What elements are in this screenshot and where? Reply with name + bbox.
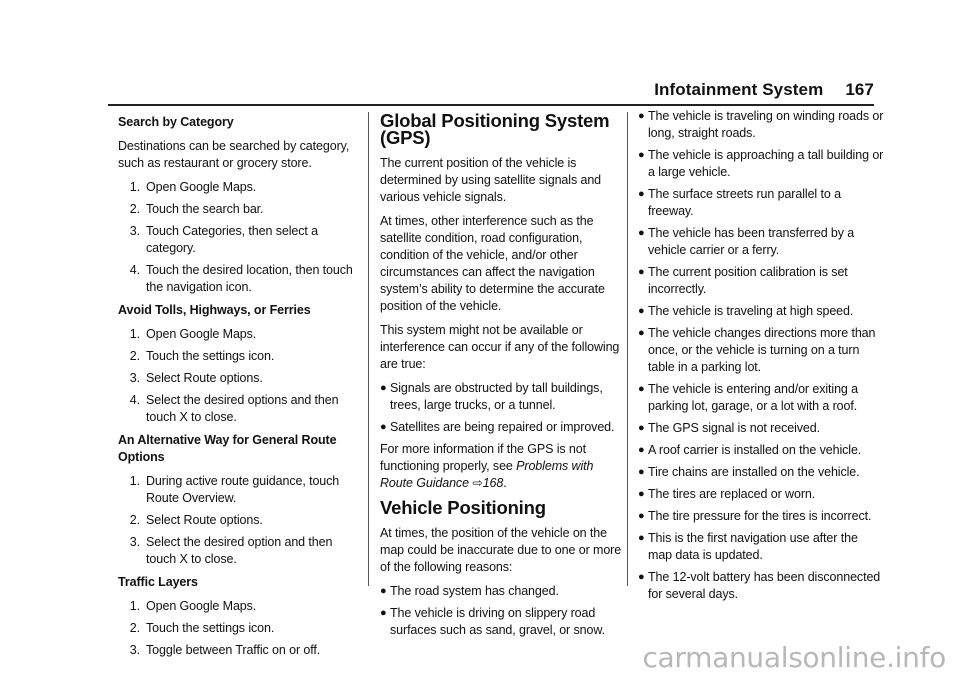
bullet-icon: ●: [380, 382, 387, 394]
column-3: [638, 108, 884, 608]
list-item: 3. Toggle between Traffic on or off.: [129, 643, 321, 657]
list-item: ● Signals are obstructed by tall buildings, trees, large trucks, or a tunnel.: [380, 381, 603, 412]
bullet-icon: ●: [638, 188, 645, 200]
list-item: ● Satellites are being repaired or improved.: [380, 420, 615, 434]
list-item: ● The vehicle is traveling on winding roads or long, straight roads.: [638, 109, 884, 140]
page-ref-arrow-icon: ⇨: [472, 476, 483, 490]
column-1: [118, 108, 364, 664]
column-divider-left: [368, 112, 369, 586]
bullet-icon: ●: [638, 266, 645, 278]
bullet-icon: ●: [638, 444, 645, 456]
list-item: 2. Select Route options.: [129, 513, 263, 527]
search-intro: Destinations can be searched by category, such as restaurant or grocery store.: [118, 139, 350, 170]
bullet-icon: ●: [380, 421, 387, 433]
alt-heading: An Alternative Way for General Route Options: [118, 433, 337, 464]
running-header: [654, 80, 874, 100]
bullet-icon: ●: [638, 149, 645, 161]
list-item: 1. During active route guidance, touch Route Overview.: [129, 474, 340, 505]
column-divider-right: [627, 112, 628, 586]
bullet-icon: ●: [638, 466, 645, 478]
list-item: ● The vehicle is approaching a tall building or a large vehicle.: [638, 148, 884, 179]
gps-paragraph: At times, other interference such as the satellite condition, road configuration, condition of the vehicle, and/or other circumstances can affect the navigation system’s ability to determine the accurate position of the vehicle.: [380, 214, 605, 313]
vp-paragraph: At times, the position of the vehicle on the map could be inaccurate due to one or more of the following reasons:: [380, 526, 622, 574]
bullet-icon: ●: [638, 305, 645, 317]
list-item: 4. Touch the desired location, then touch the navigation icon.: [129, 263, 353, 294]
list-item: ● The vehicle has been transferred by a vehicle carrier or a ferry.: [638, 226, 855, 257]
bullet-icon: ●: [638, 571, 645, 583]
bullet-icon: ●: [638, 110, 645, 122]
bullet-icon: ●: [638, 532, 645, 544]
list-item: ● The vehicle is traveling at high speed.: [638, 304, 854, 318]
list-item: ● The GPS signal is not received.: [638, 421, 820, 435]
section-title: Infotainment System: [654, 80, 824, 99]
bullet-icon: ●: [638, 488, 645, 500]
traffic-heading: Traffic Layers: [118, 575, 198, 589]
search-heading: Search by Category: [118, 115, 234, 129]
bullet-icon: ●: [380, 585, 387, 597]
list-item: 2. Touch the search bar.: [129, 202, 264, 216]
list-item: 3. Touch Categories, then select a category.: [129, 224, 319, 255]
list-item: 4. Select the desired options and then touch X to close.: [129, 393, 339, 424]
list-item: 1. Open Google Maps.: [129, 327, 257, 341]
bullet-icon: ●: [638, 327, 645, 339]
page-number: 167: [845, 80, 874, 99]
bullet-icon: ●: [638, 422, 645, 434]
column-2: [380, 108, 626, 644]
gps-paragraph: This system might not be available or interference can occur if any of the following are true:: [380, 323, 620, 371]
avoid-heading: Avoid Tolls, Highways, or Ferries: [118, 303, 311, 317]
list-item: ● The road system has changed.: [380, 584, 559, 598]
gps-reference: For more information if the GPS is not functioning properly, see Problems with Route Guidance ⇨168.: [380, 442, 594, 490]
list-item: 2. Touch the settings icon.: [129, 621, 275, 635]
list-item: ● The 12-volt battery has been disconnected for several days.: [638, 570, 881, 601]
gps-heading: Global Positioning System (GPS): [380, 110, 610, 148]
list-item: ● This is the first navigation use after the map data is updated.: [638, 531, 858, 562]
list-item: ● The vehicle changes directions more than once, or the vehicle is turning on a turn table in a parking lot.: [638, 326, 876, 374]
list-item: ● The current position calibration is set incorrectly.: [638, 265, 848, 296]
page-ref[interactable]: 168: [482, 476, 504, 490]
list-item: 1. Open Google Maps.: [129, 180, 257, 194]
gps-paragraph: The current position of the vehicle is determined by using satellite signals and various vehicle signals.: [380, 156, 602, 204]
list-item: 1. Open Google Maps.: [129, 599, 257, 613]
list-item: 3. Select Route options.: [129, 371, 263, 385]
list-item: 3. Select the desired option and then touch X to close.: [129, 535, 333, 566]
bullet-icon: ●: [380, 607, 387, 619]
cross-reference-link[interactable]: Problems with Route Guidance: [380, 459, 594, 490]
vp-heading: Vehicle Positioning: [380, 497, 546, 518]
list-item: ● Tire chains are installed on the vehicle.: [638, 465, 860, 479]
bullet-icon: ●: [638, 227, 645, 239]
list-item: ● The tires are replaced or worn.: [638, 487, 816, 501]
watermark: carmanualsonline.info: [642, 641, 946, 674]
bullet-icon: ●: [638, 510, 645, 522]
bullet-icon: ●: [638, 383, 645, 395]
list-item: ● The tire pressure for the tires is incorrect.: [638, 509, 872, 523]
list-item: 2. Touch the settings icon.: [129, 349, 275, 363]
list-item: ● The vehicle is driving on slippery road surfaces such as sand, gravel, or snow.: [380, 606, 605, 637]
header-rule: [108, 104, 874, 106]
list-item: ● A roof carrier is installed on the vehicle.: [638, 443, 862, 457]
list-item: ● The surface streets run parallel to a freeway.: [638, 187, 841, 218]
list-item: ● The vehicle is entering and/or exiting a parking lot, garage, or a lot with a roof.: [638, 382, 859, 413]
